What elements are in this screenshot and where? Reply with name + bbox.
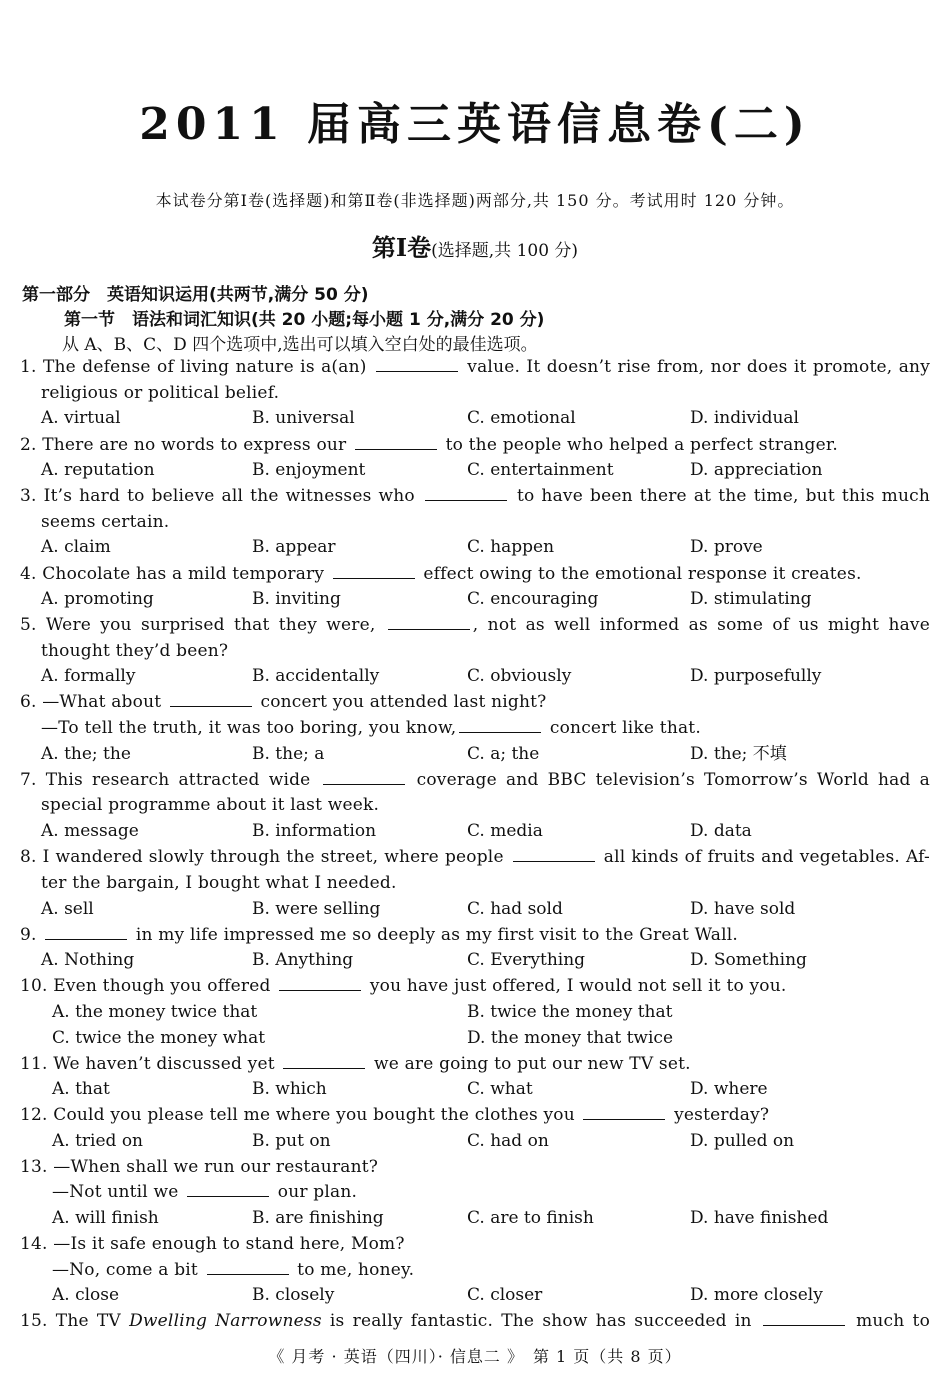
q3-option-a: A. claim — [41, 537, 111, 557]
q2-text-a: 2. There are no words to express our — [20, 435, 347, 455]
question-9 — [20, 922, 930, 948]
q2-option-c: C. entertainment — [467, 460, 614, 480]
q8-option-c: C. had sold — [467, 899, 563, 919]
question-7-options — [0, 818, 950, 844]
q7-option-d: D. data — [690, 821, 752, 841]
q13-text-b: —Not until we — [52, 1182, 179, 1202]
q5-text-a: 5. Were you surprised that they were, — [20, 615, 376, 635]
q10-option-d: D. the money that twice — [467, 1028, 674, 1048]
q9-text-b: in my life impressed me so deeply as my first visit to the Great Wall. — [135, 925, 738, 945]
q15-text-c: much to — [856, 1311, 931, 1331]
q6-blank-1 — [170, 691, 252, 707]
q6-text-c: —To tell the truth, it was too boring, you know, — [41, 718, 457, 738]
question-11 — [20, 1051, 930, 1077]
q15-show-title: Dwelling Narrowness — [129, 1311, 322, 1331]
q6-blank-2 — [459, 717, 541, 733]
q3-text-b: to have been there at the time, but this much — [516, 486, 930, 506]
q6-text-b: concert you attended last night? — [260, 692, 547, 712]
question-7-cont: special programme about it last week. — [41, 795, 380, 815]
q4-option-b: B. inviting — [252, 589, 341, 609]
q12-option-d: D. pulled on — [690, 1131, 795, 1151]
q6-option-a: A. the; the — [41, 744, 131, 764]
q2-option-d: D. appreciation — [690, 460, 823, 480]
q6-text-a: 6. —What about — [20, 692, 162, 712]
page-footer: 《 月考 · 英语（四川）· 信息二 》 第 1 页（共 8 页） — [268, 1347, 682, 1366]
question-1 — [20, 354, 930, 380]
q10-option-a: A. the money twice that — [52, 1002, 258, 1022]
exam-title: 2011 届高三英语信息卷(二) — [139, 99, 811, 150]
q6-option-d: D. the; 不填 — [690, 744, 787, 764]
q4-blank — [333, 563, 415, 579]
q10-option-b: B. twice the money that — [467, 1002, 673, 1022]
q9-option-a: A. Nothing — [41, 950, 135, 970]
q1-text-a: 1. The defense of living nature is a(an) — [20, 357, 367, 377]
question-5-cont: thought they’d been? — [41, 641, 229, 661]
q3-option-b: B. appear — [252, 537, 336, 557]
q2-blank — [355, 434, 437, 450]
q5-option-c: C. obviously — [467, 666, 572, 686]
q8-text-b: all kinds of fruits and vegetables. Af- — [603, 847, 930, 867]
question-14-options — [0, 1282, 950, 1308]
q15-text-a: 15. The TV — [20, 1311, 121, 1331]
q13-blank — [187, 1181, 269, 1197]
q7-text-a: 7. This research attracted wide — [20, 770, 311, 790]
q6-text-d: concert like that. — [549, 718, 701, 738]
question-8 — [20, 844, 930, 870]
q9-blank — [45, 924, 127, 940]
q3-text-a: 3. It’s hard to believe all the witnesses who — [20, 486, 415, 506]
q8-option-d: D. have sold — [690, 899, 796, 919]
q7-option-c: C. media — [467, 821, 543, 841]
q9-option-d: D. Something — [690, 950, 807, 970]
q11-option-d: D. where — [690, 1079, 768, 1099]
exam-intro: 本试卷分第Ⅰ卷(选择题)和第Ⅱ卷(非选择题)两部分,共 150 分。考试用时 120 分钟。 — [155, 191, 795, 210]
q13-option-b: B. are finishing — [252, 1208, 384, 1228]
question-3 — [20, 483, 930, 509]
question-4 — [20, 561, 930, 587]
q15-text-b: is really fantastic. The show has succeeded in — [329, 1311, 752, 1331]
q11-text-a: 11. We haven’t discussed yet — [20, 1054, 275, 1074]
directions: 从 A、B、C、D 四个选项中,选出可以填入空白处的最佳选项。 — [62, 335, 538, 355]
question-13: 13. —When shall we run our restaurant? — [20, 1157, 379, 1177]
question-12-options — [0, 1128, 950, 1154]
question-13-reply — [52, 1179, 930, 1205]
question-10-options-row2 — [0, 1025, 950, 1051]
q14-option-a: A. close — [52, 1285, 120, 1305]
q3-option-d: D. prove — [690, 537, 763, 557]
q5-option-d: D. purposefully — [690, 666, 822, 686]
q13-text-c: our plan. — [277, 1182, 358, 1202]
question-4-options — [0, 586, 950, 612]
q15-blank — [763, 1310, 845, 1326]
question-10-options-row1 — [0, 999, 950, 1025]
q6-option-b: B. the; a — [252, 744, 325, 764]
q7-option-b: B. information — [252, 821, 377, 841]
question-2-options — [0, 457, 950, 483]
q6-option-c: C. a; the — [467, 744, 540, 764]
q12-text-b: yesterday? — [674, 1105, 770, 1125]
q5-option-b: B. accidentally — [252, 666, 380, 686]
question-6 — [20, 689, 930, 715]
question-8-options — [0, 896, 950, 922]
question-9-options — [0, 947, 950, 973]
q13-option-c: C. are to finish — [467, 1208, 594, 1228]
q9-text-a: 9. — [20, 925, 37, 945]
q12-option-a: A. tried on — [52, 1131, 144, 1151]
q8-option-b: B. were selling — [252, 899, 381, 919]
q11-blank — [283, 1053, 365, 1069]
question-5-options — [0, 663, 950, 689]
part-one-section-one-heading: 第一节 语法和词汇知识(共 20 小题;每小题 1 分,满分 20 分) — [64, 310, 545, 330]
section-title — [0, 228, 950, 263]
question-1-options — [0, 405, 950, 431]
question-5 — [20, 612, 930, 638]
q8-text-a: 8. I wandered slowly through the street, where people — [20, 847, 504, 867]
question-3-options — [0, 534, 950, 560]
q3-blank — [425, 485, 507, 501]
q12-option-c: C. had on — [467, 1131, 549, 1151]
q1-option-b: B. universal — [252, 408, 355, 428]
part-one-heading: 第一部分 英语知识运用(共两节,满分 50 分) — [22, 285, 369, 305]
q1-option-d: D. individual — [690, 408, 799, 428]
question-3-cont: seems certain. — [41, 512, 170, 532]
q5-option-a: A. formally — [41, 666, 136, 686]
q1-option-a: A. virtual — [41, 408, 121, 428]
question-15 — [20, 1308, 930, 1334]
q11-option-c: C. what — [467, 1079, 533, 1099]
q1-option-c: C. emotional — [467, 408, 576, 428]
q9-option-c: C. Everything — [467, 950, 586, 970]
question-6-reply — [41, 715, 930, 741]
q11-option-a: A. that — [52, 1079, 110, 1099]
question-14-reply — [52, 1257, 930, 1283]
q13-option-d: D. have finished — [690, 1208, 829, 1228]
q10-blank — [279, 975, 361, 991]
question-7 — [20, 767, 930, 793]
q8-blank — [513, 846, 595, 862]
question-10 — [20, 973, 930, 999]
q2-option-b: B. enjoyment — [252, 460, 366, 480]
q7-blank — [323, 769, 405, 785]
q8-option-a: A. sell — [41, 899, 94, 919]
q10-option-c: C. twice the money what — [52, 1028, 266, 1048]
q4-option-c: C. encouraging — [467, 589, 599, 609]
question-6-options — [0, 741, 950, 767]
q2-option-a: A. reputation — [41, 460, 155, 480]
q12-option-b: B. put on — [252, 1131, 331, 1151]
q12-text-a: 12. Could you please tell me where you bought the clothes you — [20, 1105, 575, 1125]
q12-blank — [583, 1104, 665, 1120]
q13-option-a: A. will finish — [52, 1208, 159, 1228]
question-8-cont: ter the bargain, I bought what I needed. — [41, 873, 397, 893]
question-14: 14. —Is it safe enough to stand here, Mom? — [20, 1234, 405, 1254]
question-12 — [20, 1102, 930, 1128]
q2-text-b: to the people who helped a perfect stranger. — [445, 435, 838, 455]
q14-option-d: D. more closely — [690, 1285, 823, 1305]
q9-option-b: B. Anything — [252, 950, 354, 970]
question-1-cont: religious or political belief. — [41, 383, 280, 403]
q7-text-b: coverage and BBC television’s Tomorrow’s World had a — [416, 770, 930, 790]
q4-text-a: 4. Chocolate has a mild temporary — [20, 564, 325, 584]
q3-option-c: C. happen — [467, 537, 555, 557]
q4-option-d: D. stimulating — [690, 589, 812, 609]
section-title-note: (选择题,共 100 分) — [431, 241, 579, 261]
question-13-options — [0, 1205, 950, 1231]
q4-option-a: A. promoting — [41, 589, 154, 609]
q14-text-b: —No, come a bit — [52, 1260, 198, 1280]
q11-text-b: we are going to put our new TV set. — [373, 1054, 691, 1074]
q14-option-c: C. closer — [467, 1285, 543, 1305]
question-11-options — [0, 1076, 950, 1102]
section-title-main: 第Ⅰ卷 — [371, 233, 432, 262]
q5-blank — [388, 614, 470, 630]
q5-text-b: , not as well informed as some of us might have — [472, 615, 930, 635]
q10-text-b: you have just offered, I would not sell it to you. — [369, 976, 787, 996]
q1-blank — [376, 356, 458, 372]
q14-option-b: B. closely — [252, 1285, 335, 1305]
q14-blank — [207, 1259, 289, 1275]
q4-text-b: effect owing to the emotional response it creates. — [423, 564, 862, 584]
q7-option-a: A. message — [41, 821, 139, 841]
q10-text-a: 10. Even though you offered — [20, 976, 271, 996]
q11-option-b: B. which — [252, 1079, 327, 1099]
q1-text-b: value. It doesn’t rise from, nor does it promote, any — [467, 357, 931, 377]
q14-text-c: to me, honey. — [297, 1260, 415, 1280]
question-2 — [20, 432, 930, 458]
